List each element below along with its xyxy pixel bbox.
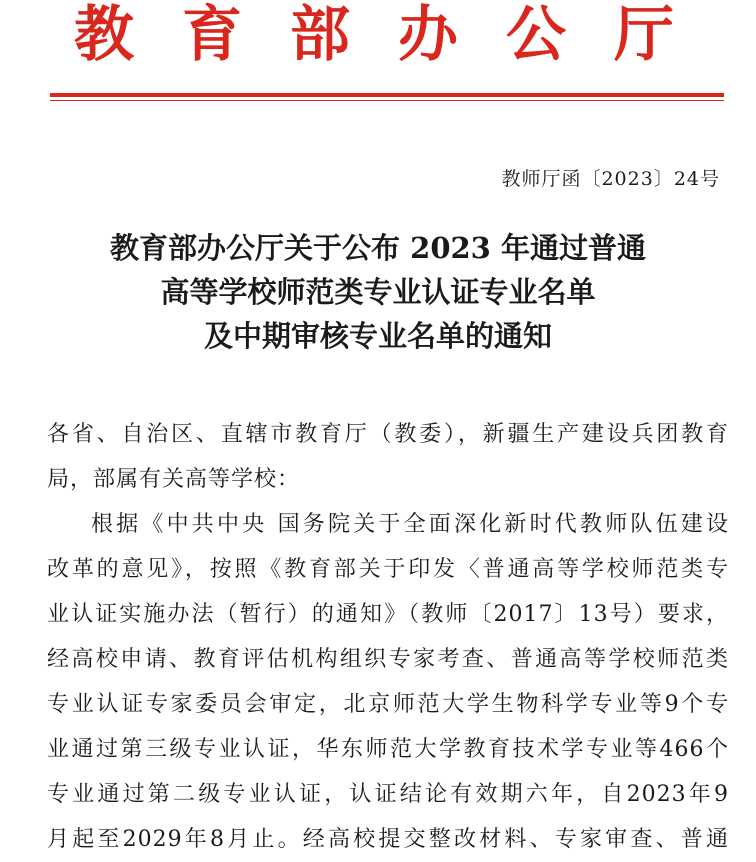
document-body — [47, 412, 729, 862]
body-line: 专业通过第二级专业认证，认证结论有效期六年，自2023年9 — [47, 782, 729, 807]
document-title-line: 教育部办公厅关于公布 2023 年通过普通 — [110, 231, 646, 265]
body-line: 改革的意见》，按照《教育部关于印发〈普通高等学校师范类专 — [47, 557, 729, 582]
letterhead-red-rule-thick — [50, 93, 724, 97]
body-line: 专业认证专家委员会审定，北京师范大学生物科学专业等9个专 — [47, 692, 729, 717]
body-line: 经高校申请、教育评估机构组织专家考查、普通高等学校师范类 — [47, 647, 729, 672]
body-line: 业认证实施办法（暂行）的通知》（教师〔2017〕13号）要求， — [47, 602, 729, 627]
document-title-line: 及中期审核专业名单的通知 — [203, 319, 552, 353]
document-number: 教师厅函〔2023〕24号 — [501, 168, 720, 190]
letterhead-title: 教育部办公厅 — [74, 0, 722, 70]
body-line: 业通过第三级专业认证，华东师范大学教育技术学专业等466个 — [47, 737, 729, 762]
document-title — [0, 226, 756, 358]
letterhead-red-rule-thin — [50, 100, 724, 101]
body-line: 局，部属有关高等学校： — [47, 467, 301, 492]
document-title-line: 高等学校师范类专业认证专业名单 — [160, 275, 596, 309]
body-line: 月起至2029年8月止。经高校提交整改材料、专家审查、普通 — [47, 827, 729, 852]
body-line: 各省、自治区、直辖市教育厅（教委），新疆生产建设兵团教育 — [47, 422, 729, 447]
body-line: 根据《中共中央 国务院关于全面深化新时代教师队伍建设 — [91, 512, 729, 537]
